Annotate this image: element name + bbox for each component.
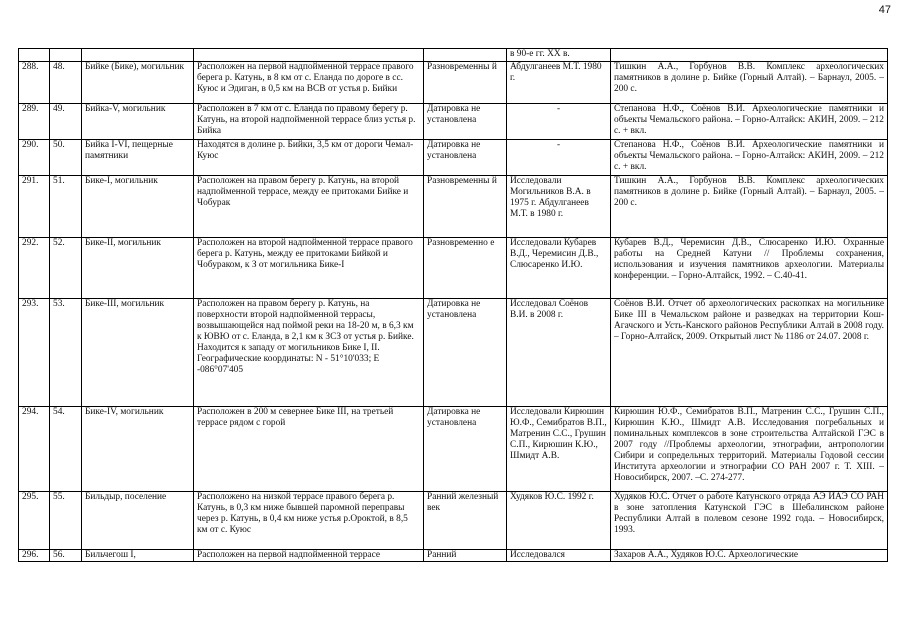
monument-dating: Датировка не установлена [424,299,507,407]
monument-research: - [507,104,611,140]
monument-reference: Тишкин А.А., Горбунов В.В. Комплекс археологических памятников в долине р. Бийке (Горный Алтай). – Барнаул, 2005. – 200 с. [611,62,888,104]
monument-name: Бильдыр, поселение [82,492,194,550]
monument-reference: Степанова Н.Ф., Соёнов В.И. Археологические памятники и объекты Чемальского района. – Горно-Алтайск: АКИН, 2009. – 212 с. + вкл. [611,140,888,176]
monument-location: Расположен на правом берегу р. Катунь, на поверхности второй надпойменной террасы, возвышающейся над поймой реки на 18-20 м, в 6,3 км к ЮВЮ от с. Еланда, в 2,1 км к ЗСЗ от устья р. Бийке. Находится к западу от могильников Бике I, II. Географические координаты: N - 51°10'033; E -086°07'405 [194,299,424,407]
table-row [19,550,888,562]
monument-name: Бийке (Бике), могильник [82,62,194,104]
monument-dating: Разновременны й [424,62,507,104]
monument-dating [424,49,507,62]
monument-reference: Худяков Ю.С. Отчет о работе Катунского отряда АЭ ИАЭ СО РАН в зоне затопления Катунской ГЭС в Шебалинском районе Республики Алтай в полевом сезоне 1992 года. – Новосибирск, 1993. [611,492,888,550]
row-local-number: 55. [50,492,82,550]
row-number: 295. [19,492,50,550]
monument-dating: Датировка не установлена [424,407,507,492]
monument-location: Расположен на первой надпойменной террасе [194,550,424,562]
monument-dating: Ранний [424,550,507,562]
row-local-number [50,49,82,62]
monument-location: Расположен на первой надпойменной террасе правого берега р. Катунь, в 8 км от с. Еланда по дороге в сс. Куюс и Эдиган, в 0,5 км на ВСВ от устья р. Бийки [194,62,424,104]
monument-location: Расположен на второй надпойменной террасе правого берега р. Катунь, между ее притоками Бийкой и Чобураком, к З от могильника Бике-I [194,238,424,299]
table-row [19,176,888,238]
row-local-number: 50. [50,140,82,176]
table-row [19,238,888,299]
monument-research: Исследовали Кубарев В.Д., Черемисин Д.В., Слюсаренко И.Ю. [507,238,611,299]
monument-name: Бике-IV, могильник [82,407,194,492]
monument-dating: Разновременны й [424,176,507,238]
monument-research: Абдулганеев М.Т. 1980 г. [507,62,611,104]
table-row [19,140,888,176]
row-local-number: 48. [50,62,82,104]
monument-dating: Разновременно е [424,238,507,299]
monument-location: Находятся в долине р. Бийки, 3,5 км от дороги Чемал-Куюс [194,140,424,176]
monument-reference: Тишкин А.А., Горбунов В.В. Комплекс археологических памятников в долине р. Бийке (Горный Алтай). – Барнаул, 2005. – 200 с. [611,176,888,238]
row-local-number: 53. [50,299,82,407]
monument-dating: Датировка не установлена [424,140,507,176]
table-row [19,104,888,140]
monument-location: Расположен в 200 м севернее Бике III, на третьей террасе рядом с горой [194,407,424,492]
monument-name: Бийка I-VI, пещерные памятники [82,140,194,176]
row-local-number: 49. [50,104,82,140]
row-local-number: 52. [50,238,82,299]
table-row [19,49,888,62]
table-row [19,492,888,550]
monument-research: Исследовали Могильников В.А. в 1975 г. Абдулганеев М.Т. в 1980 г. [507,176,611,238]
monument-location [194,49,424,62]
monument-name: Бике-III, могильник [82,299,194,407]
monument-research: Худяков Ю.С. 1992 г. [507,492,611,550]
row-number: 289. [19,104,50,140]
monument-reference: Кирюшин Ю.Ф., Семибратов В.П., Матренин С.С., Грушин С.П., Кирюшин К.Ю., Шмидт А.В. Исследования погребальных и поминальных комплексов в зоне строительства Алтайской ГЭС в 2007 году //Проблемы археологии, этнографии, антропологии Сибири и сопредельных территорий. Материалы Годовой сессии Института археологии и этнографии СО РАН 2007 г. Т. XIII. – Новосибирск, 2007. –С. 274-277. [611,407,888,492]
row-number [19,49,50,62]
row-number: 294. [19,407,50,492]
monument-reference: Соёнов В.И. Отчет об археологических раскопках на могильнике Бике III в Чемальском районе и разведках на территории Кош-Агачского и Усть-Канского районов Республики Алтай в 2008 году. – Горно-Алтайск, 2009. Открытый лист № 1186 от 24.07. 2008 г. [611,299,888,407]
row-local-number: 51. [50,176,82,238]
monuments-table [18,48,888,562]
monument-name: Бийка-V, могильник [82,104,194,140]
monument-name: Бике-I, могильник [82,176,194,238]
row-number: 296. [19,550,50,562]
monument-name: Бике-II, могильник [82,238,194,299]
monument-name: Бильчегош I, [82,550,194,562]
monument-location: Расположен на правом берегу р. Катунь, на второй надпойменной террасе, между ее притоками Бийке и Чобурак [194,176,424,238]
row-local-number: 54. [50,407,82,492]
row-number: 290. [19,140,50,176]
page-number: 47 [878,4,891,16]
table-row [19,407,888,492]
monument-reference: Степанова Н.Ф., Соёнов В.И. Археологические памятники и объекты Чемальского района. – Горно-Алтайск: АКИН, 2009. – 212 с. + вкл. [611,104,888,140]
monument-dating: Датировка не установлена [424,104,507,140]
monument-reference: Кубарев В.Д., Черемисин Д.В., Слюсаренко И.Ю. Охранные работы на Средней Катуни // Проблемы сохранения, использования и изучения памятников археологии. Материалы конференции. – Горно-Алтайск, 1992. – С.40-41. [611,238,888,299]
monument-reference [611,49,888,62]
monument-reference: Захаров А.А., Худяков Ю.С. Археологические [611,550,888,562]
monument-research: в 90-е гг. XX в. [507,49,611,62]
row-local-number: 56. [50,550,82,562]
monument-name [82,49,194,62]
row-number: 288. [19,62,50,104]
table-row [19,62,888,104]
monument-research: Исследовался [507,550,611,562]
monument-location: Расположено на низкой террасе правого берега р. Катунь, в 0,3 км ниже бывшей паромной переправы через р. Катунь, в 0,4 км ниже устья р.Ороктой, в 8,5 км от с. Куюс [194,492,424,550]
table-row [19,299,888,407]
monument-research: Исследовал Соёнов В.И. в 2008 г. [507,299,611,407]
monument-dating: Ранний железный век [424,492,507,550]
row-number: 292. [19,238,50,299]
row-number: 291. [19,176,50,238]
monument-location: Расположен в 7 км от с. Еланда по правому берегу р. Катунь, на второй надпойменной террасе близ устья р. Бийка [194,104,424,140]
row-number: 293. [19,299,50,407]
monument-research: - [507,140,611,176]
monument-research: Исследовали Кирюшин Ю.Ф., Семибратов В.П., Матренин С.С., Грушин С.П., Кирюшин К.Ю., Шмидт А.В. [507,407,611,492]
